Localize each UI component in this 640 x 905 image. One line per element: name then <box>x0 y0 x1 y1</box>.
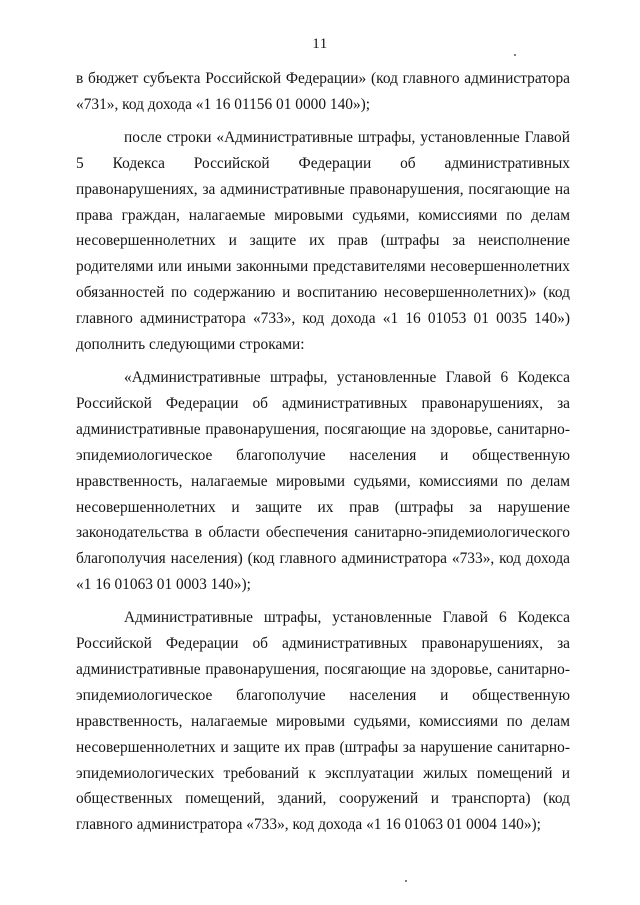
paragraph-amendment-intro: после строки «Административные штрафы, установленные Главой 5 Кодекса Российской Федерации об административных правонарушениях, за административные правонарушения, посягающие на права граждан, налагаемые мировыми судьями, комиссиями по делам несовершеннолетних и защите их прав (штрафы за неисполнение родителями или иными законными представителями несовершеннолетних обязанностей по содержанию и воспитанию несовершеннолетних)» (код главного администратора «733», код дохода «1 16 01053 01 0035 140») дополнить следующими строками: <box>76 128 570 354</box>
page-number: 11 <box>312 36 328 52</box>
document-body <box>76 66 570 838</box>
scan-speck <box>514 54 516 56</box>
scan-speck <box>405 880 407 882</box>
paragraph-new-line-1: «Административные штрафы, установленные Главой 6 Кодекса Российской Федерации об административных правонарушениях, за административные правонарушения, посягающие на здоровье, санитарно-эпидемиологическое благополучие населения и общественную нравственность, налагаемые мировыми судьями, комиссиями по делам несовершеннолетних и защите их прав (штрафы за нарушение законодательства в области обеспечения санитарно-эпидемиологического благополучия населения) (код главного администратора «733», код дохода «1 16 01063 01 0003 140»); <box>76 368 570 594</box>
paragraph-continuation: в бюджет субъекта Российской Федерации» (код главного администратора «731», код дохода «1 16 01156 01 0000 140»); <box>76 70 570 113</box>
paragraph-new-line-2: Административные штрафы, установленные Главой 6 Кодекса Российской Федерации об административных правонарушениях, за административные правонарушения, посягающие на здоровье, санитарно-эпидемиологическое благополучие населения и общественную нравственность, налагаемые мировыми судьями, комиссиями по делам несовершеннолетних и защите их прав (штрафы за нарушение санитарно-эпидемиологических требований к эксплуатации жилых помещений и общественных помещений, зданий, сооружений и транспорта) (код главного администратора «733», код дохода «1 16 01063 01 0004 140»); <box>76 609 570 834</box>
